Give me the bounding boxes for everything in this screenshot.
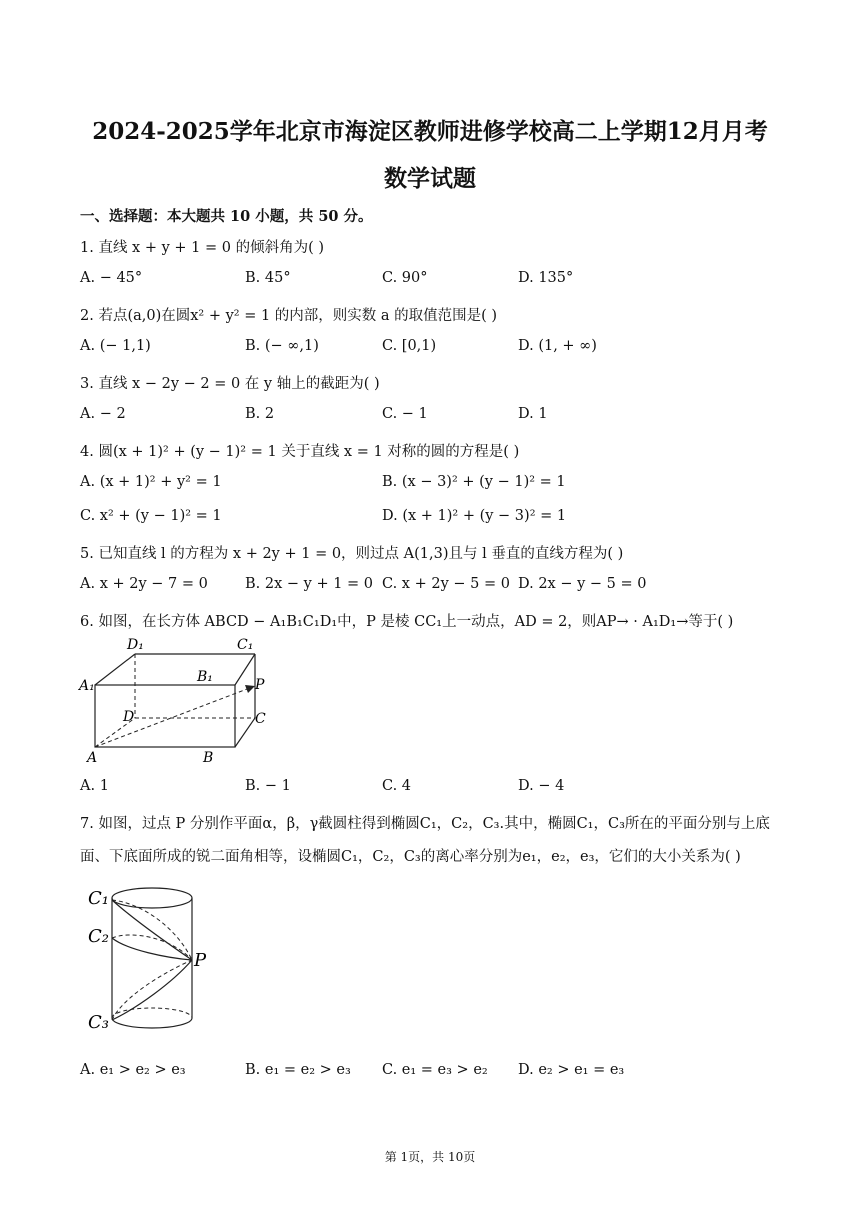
question-3-option-a: A. − 2 <box>80 406 126 422</box>
question-7-option-d: D. e₂ > e₁ = e₃ <box>518 1062 625 1078</box>
question-2-option-a: A. (− 1,1) <box>80 338 151 354</box>
question-6-stem: 6. 如图，在长方体 ABCD − A₁B₁C₁D₁中，P 是棱 CC₁上一动点，AD = 2，则AP→ · A₁D₁→等于( ) <box>80 614 734 630</box>
question-7-option-c: C. e₁ = e₃ > e₂ <box>382 1062 488 1078</box>
label-a: A <box>87 750 98 766</box>
label-b: B <box>203 750 214 766</box>
label-c1: C₁ <box>237 637 254 653</box>
question-7-stem-line1: 7. 如图，过点 P 分别作平面α，β，γ截圆柱得到椭圆C₁，C₂，C₃.其中，椭圆C₁，C₃所在的平面分别与上底 <box>80 816 770 832</box>
label-p: P <box>194 950 207 971</box>
question-5-stem: 5. 已知直线 l 的方程为 x + 2y + 1 = 0，则过点 A(1,3)且与 l 垂直的直线方程为( ) <box>80 546 624 562</box>
question-2-stem: 2. 若点(a,0)在圆x² + y² = 1 的内部，则实数 a 的取值范围是( ) <box>80 308 498 324</box>
question-1-option-c: C. 90° <box>382 270 428 286</box>
question-1-stem: 1. 直线 x + y + 1 = 0 的倾斜角为( ) <box>80 240 325 256</box>
question-3-option-d: D. 1 <box>518 406 548 422</box>
cylinder-figure <box>82 878 222 1038</box>
question-6-option-b: B. − 1 <box>245 778 291 794</box>
label-b1: B₁ <box>197 669 213 685</box>
question-1-option-a: A. − 45° <box>80 270 143 286</box>
question-3-stem: 3. 直线 x − 2y − 2 = 0 在 y 轴上的截距为( ) <box>80 376 380 392</box>
question-7-stem-line2: 面、下底面所成的锐二面角相等，设椭圆C₁，C₂，C₃的离心率分别为e₁，e₂，e₃，它们的大小关系为( ) <box>80 849 741 865</box>
question-6-option-d: D. − 4 <box>518 778 565 794</box>
question-2-option-b: B. (− ∞,1) <box>245 338 319 354</box>
question-6-option-a: A. 1 <box>80 778 109 794</box>
question-5-option-c: C. x + 2y − 5 = 0 <box>382 576 510 592</box>
question-5-option-a: A. x + 2y − 7 = 0 <box>80 576 208 592</box>
page-subtitle: 数学试题 <box>384 165 476 192</box>
question-1-option-b: B. 45° <box>245 270 291 286</box>
question-3-option-c: C. − 1 <box>382 406 428 422</box>
page-footer: 第 1页，共 10页 <box>384 1150 476 1164</box>
question-4-stem: 4. 圆(x + 1)² + (y − 1)² = 1 关于直线 x = 1 对称的圆的方程是( ) <box>80 444 520 460</box>
question-7-option-b: B. e₁ = e₂ > e₃ <box>245 1062 351 1078</box>
question-1-option-d: D. 135° <box>518 270 574 286</box>
question-4-option-c: C. x² + (y − 1)² = 1 <box>80 508 222 524</box>
question-4-option-d: D. (x + 1)² + (y − 3)² = 1 <box>382 508 567 524</box>
question-4-option-a: A. (x + 1)² + y² = 1 <box>80 474 222 490</box>
question-7-option-a: A. e₁ > e₂ > e₃ <box>80 1062 186 1078</box>
label-p: P <box>255 677 265 693</box>
question-6-option-c: C. 4 <box>382 778 412 794</box>
label-c1: C₁ <box>88 888 109 909</box>
label-c: C <box>255 711 266 727</box>
question-3-option-b: B. 2 <box>245 406 275 422</box>
question-5-option-b: B. 2x − y + 1 = 0 <box>245 576 374 592</box>
label-c2: C₂ <box>88 926 109 947</box>
section-heading: 一、选择题：本大题共 10 小题，共 50 分。 <box>80 208 373 225</box>
question-2-option-d: D. (1, + ∞) <box>518 338 597 354</box>
cuboid-figure <box>75 632 285 767</box>
label-a1: A₁ <box>79 678 95 694</box>
label-d: D <box>123 709 135 725</box>
question-4-option-b: B. (x − 3)² + (y − 1)² = 1 <box>382 474 566 490</box>
question-2-option-c: C. [0,1) <box>382 338 437 354</box>
label-d1: D₁ <box>127 637 144 653</box>
page-title: 2024-2025学年北京市海淀区教师进修学校高二上学期12月月考 <box>92 118 768 145</box>
question-5-option-d: D. 2x − y − 5 = 0 <box>518 576 647 592</box>
label-c3: C₃ <box>88 1012 109 1033</box>
